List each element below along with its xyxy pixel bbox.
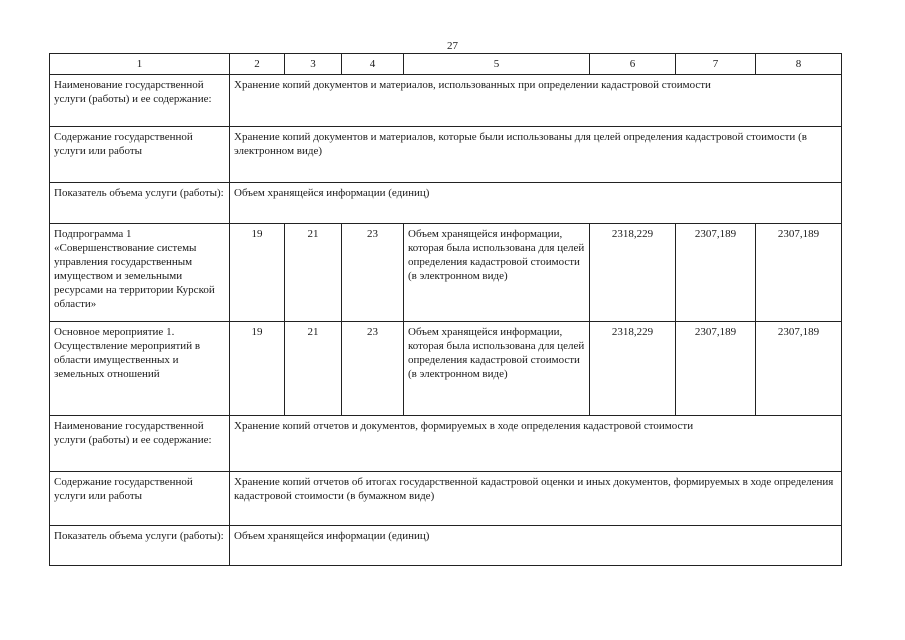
table-row	[50, 526, 842, 566]
value-col-6: 2318,229	[590, 322, 676, 416]
value-col-2: 19	[230, 322, 285, 416]
table-row	[50, 416, 842, 472]
value-col-7: 2307,189	[676, 224, 756, 322]
row-description: Хранение копий документов и материалов, которые были использованы для целей определения кадастровой стоимости (в электронном виде)	[230, 127, 842, 183]
table-row	[50, 472, 842, 526]
value-col-5: Объем хранящейся информации, которая была использована для целей определения кадастровой стоимости (в электронном виде)	[404, 224, 590, 322]
row-description: Хранение копий отчетов об итогах государственной кадастровой оценки и иных документов, формируемых в ходе определения кадастровой стоимости (в бумажном виде)	[230, 472, 842, 526]
row-label: Наименование государственной услуги (работы) и ее содержание:	[50, 75, 230, 127]
row-description: Хранение копий отчетов и документов, формируемых в ходе определения кадастровой стоимости	[230, 416, 842, 472]
header-cell-6: 6	[590, 54, 676, 75]
header-cell-8: 8	[756, 54, 842, 75]
table-row	[50, 224, 842, 322]
value-col-7: 2307,189	[676, 322, 756, 416]
row-description: Хранение копий документов и материалов, использованных при определении кадастровой стоимости	[230, 75, 842, 127]
table-row	[50, 75, 842, 127]
header-cell-1: 1	[50, 54, 230, 75]
row-label: Содержание государственной услуги или работы	[50, 472, 230, 526]
table-row	[50, 127, 842, 183]
value-col-5: Объем хранящейся информации, которая была использована для целей определения кадастровой стоимости (в электронном виде)	[404, 322, 590, 416]
value-col-8: 2307,189	[756, 224, 842, 322]
value-col-4: 23	[342, 322, 404, 416]
row-description: Объем хранящейся информации (единиц)	[230, 183, 842, 224]
row-label: Показатель объема услуги (работы):	[50, 526, 230, 566]
value-col-3: 21	[285, 322, 342, 416]
page-number: 27	[447, 40, 458, 52]
header-row	[50, 54, 842, 75]
header-cell-5: 5	[404, 54, 590, 75]
value-col-8: 2307,189	[756, 322, 842, 416]
row-label: Показатель объема услуги (работы):	[50, 183, 230, 224]
row-label: Наименование государственной услуги (работы) и ее содержание:	[50, 416, 230, 472]
value-col-6: 2318,229	[590, 224, 676, 322]
value-col-4: 23	[342, 224, 404, 322]
row-label: Содержание государственной услуги или работы	[50, 127, 230, 183]
table-row	[50, 322, 842, 416]
table-row	[50, 183, 842, 224]
value-col-2: 19	[230, 224, 285, 322]
value-col-3: 21	[285, 224, 342, 322]
services-table	[49, 53, 842, 566]
row-label: Подпрограмма 1 «Совершенствование системы управления государственным имуществом и земельными ресурсами на территории Курской области»	[50, 224, 230, 322]
header-cell-7: 7	[676, 54, 756, 75]
row-description: Объем хранящейся информации (единиц)	[230, 526, 842, 566]
header-cell-4: 4	[342, 54, 404, 75]
header-cell-2: 2	[230, 54, 285, 75]
row-label: Основное мероприятие 1. Осуществление мероприятий в области имущественных и земельных отношений	[50, 322, 230, 416]
header-cell-3: 3	[285, 54, 342, 75]
